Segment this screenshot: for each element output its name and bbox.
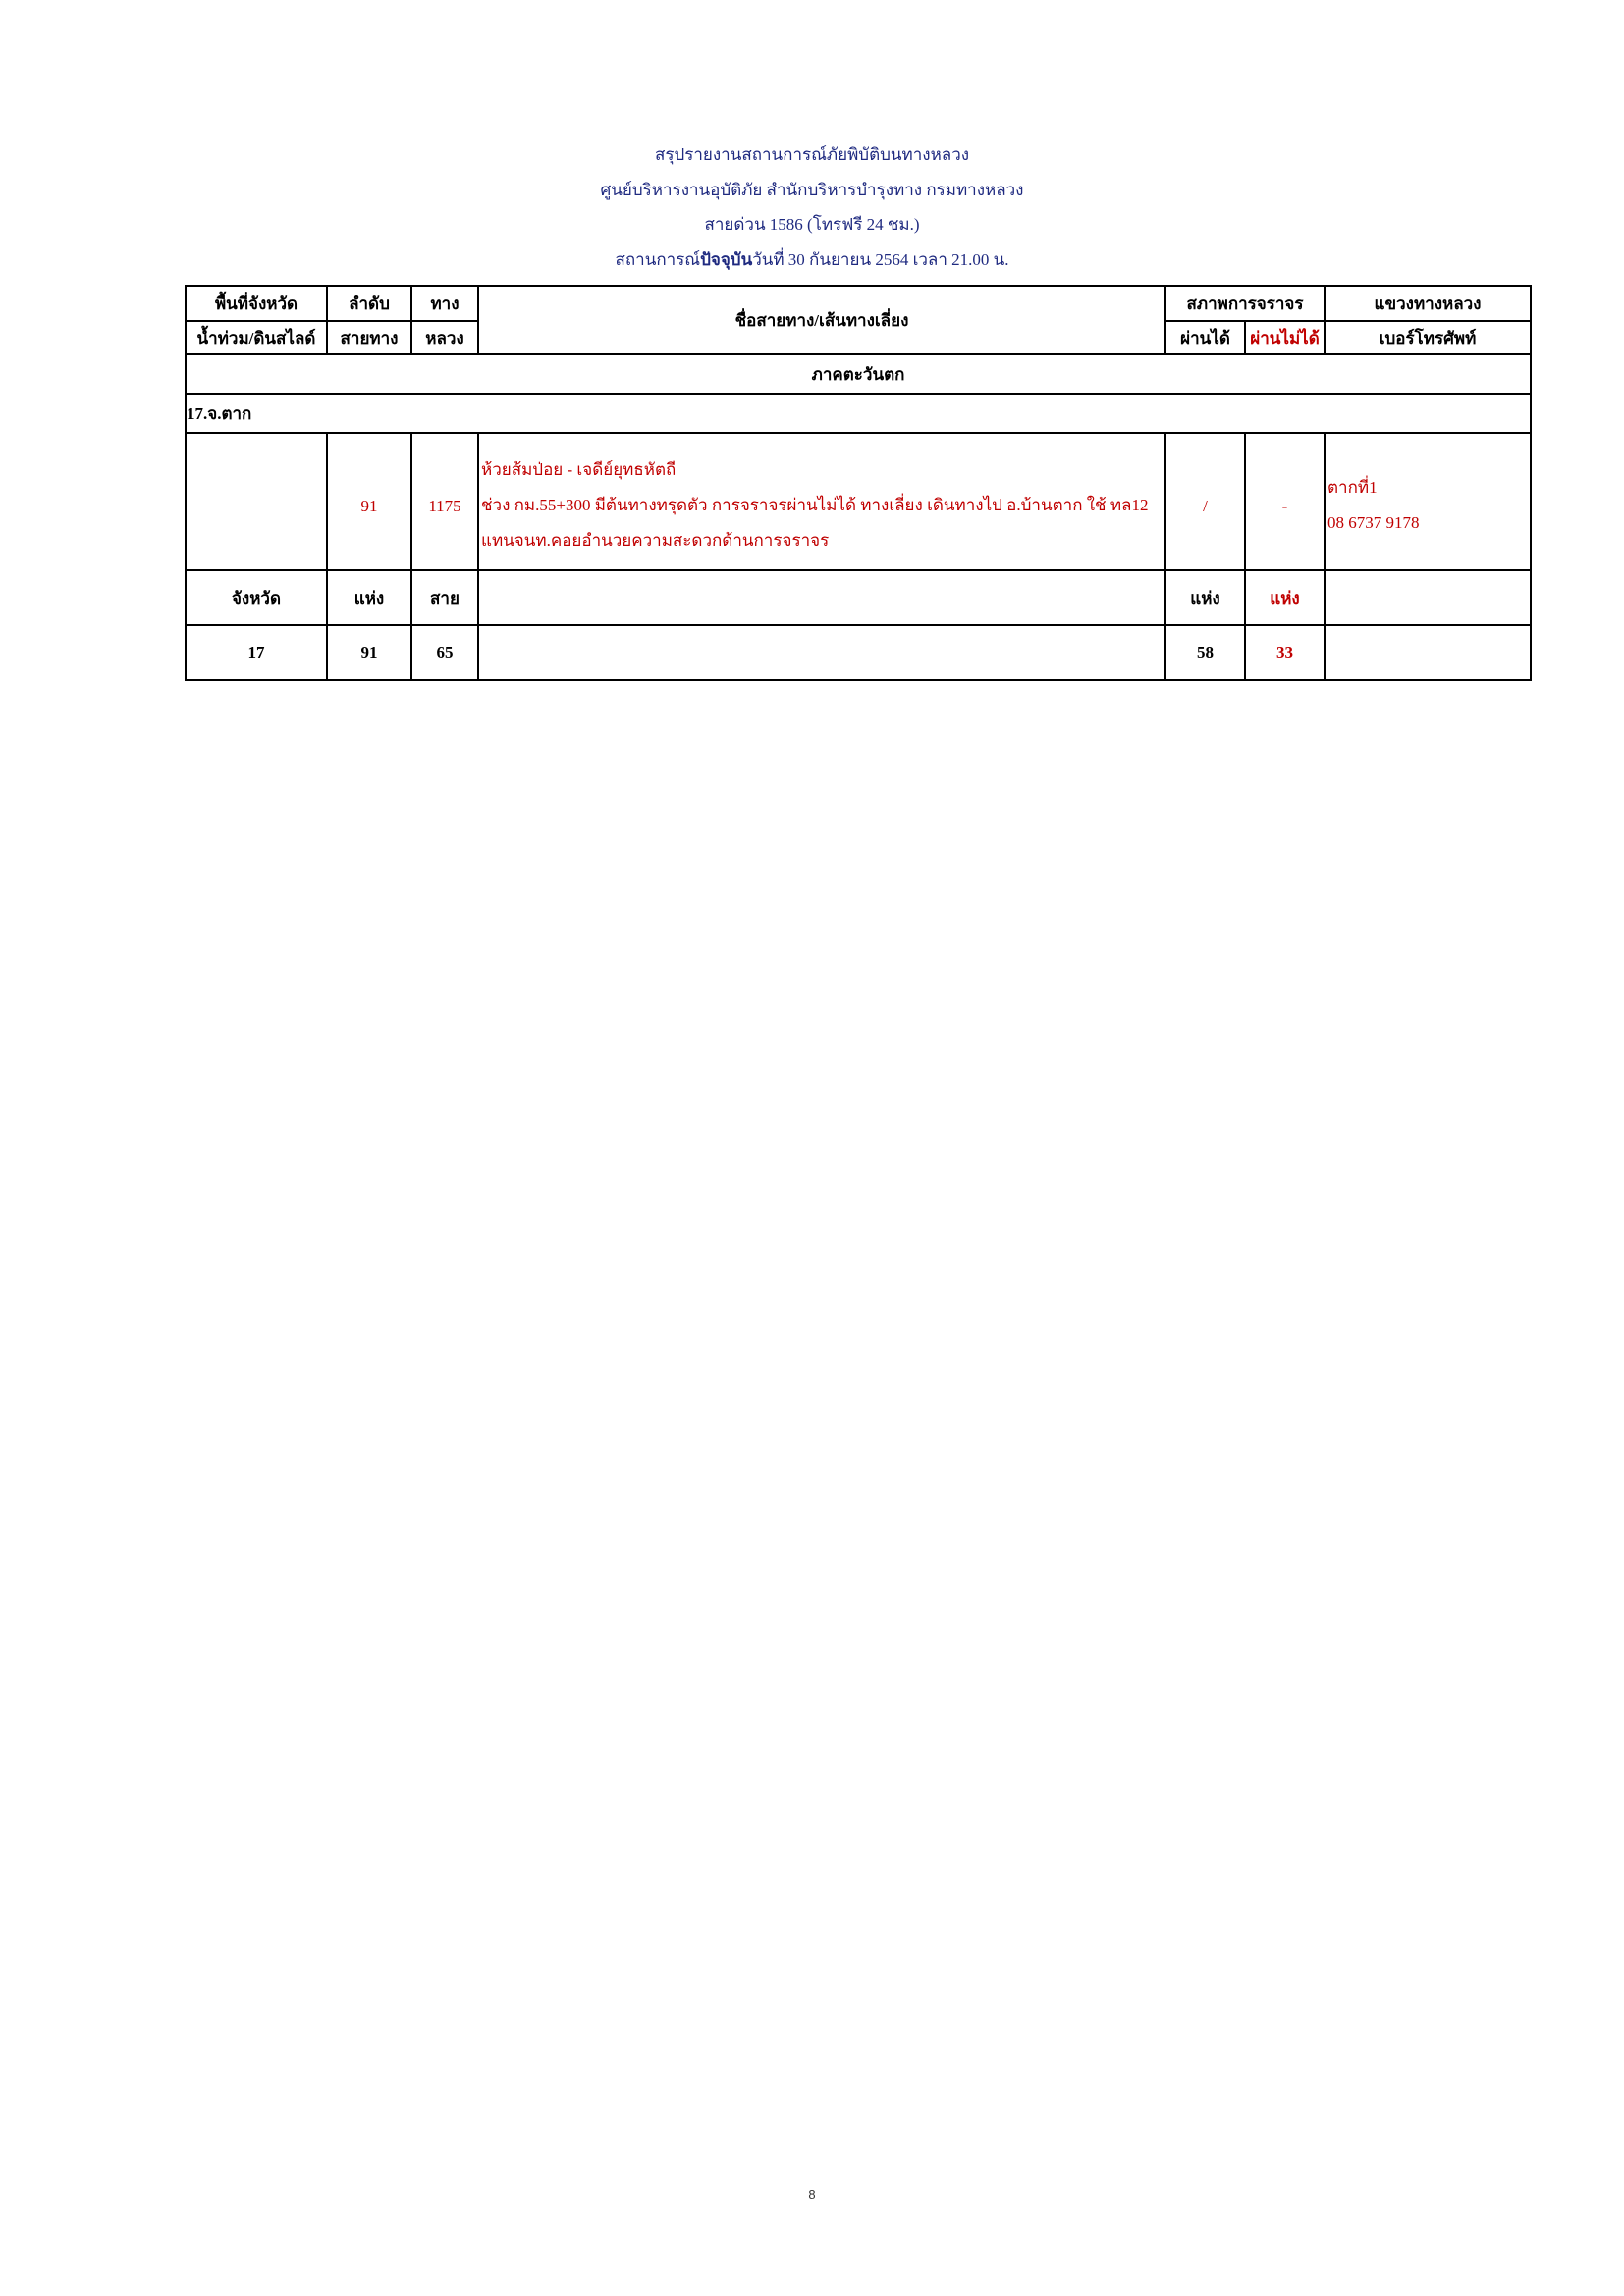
col-traffic-header: สภาพการจราจร xyxy=(1165,286,1325,321)
disaster-report-table xyxy=(185,285,1532,681)
office-name: ตากที่1 xyxy=(1327,478,1378,497)
col-order-header-1: ลำดับ xyxy=(327,286,411,321)
summary-passable-value: 58 xyxy=(1165,625,1245,680)
highway-cell: 1175 xyxy=(411,433,478,570)
route-name: ห้วยส้มป่อย - เจดีย์ยุทธหัตถี xyxy=(481,460,677,479)
col-route-name-header: ชื่อสายทาง/เส้นทางเลี่ยง xyxy=(478,286,1165,354)
passable-cell: / xyxy=(1165,433,1245,570)
summary-places-label: แห่ง xyxy=(327,570,411,625)
summary-routes-value: 65 xyxy=(411,625,478,680)
summary-routes-label: สาย xyxy=(411,570,478,625)
summary-impassable-label: แห่ง xyxy=(1245,570,1325,625)
col-area-header-1: พื้นที่จังหวัด xyxy=(186,286,327,321)
col-order-header-2: สายทาง xyxy=(327,321,411,354)
office-cell xyxy=(1325,433,1531,570)
summary-office-empty xyxy=(1325,570,1531,625)
report-department: ศูนย์บริหารงานอุบัติภัย สำนักบริหารบำรุงทาง กรมทางหลวง xyxy=(600,181,1024,199)
route-detail-1: ช่วง กม.55+300 มีต้นทางทรุดตัว การจราจรผ่านไม่ได้ ทางเลี่ยง เดินทางไป อ.บ้านตาก ใช้ ทล12 xyxy=(481,496,1149,514)
summary-passable-label: แห่ง xyxy=(1165,570,1245,625)
col-area-header-2: น้ำท่วม/ดินสไลด์ xyxy=(186,321,327,354)
col-office-header-1: แขวงทางหลวง xyxy=(1325,286,1531,321)
report-title: สรุปรายงานสถานการณ์ภัยพิบัติบนทางหลวง xyxy=(654,145,970,164)
report-hotline: สายด่วน 1586 (โทรฟรี 24 ชม.) xyxy=(704,215,920,234)
col-highway-header-2: หลวง xyxy=(411,321,478,354)
summary-empty xyxy=(478,570,1165,625)
summary-value-empty xyxy=(478,625,1165,680)
route-cell xyxy=(478,433,1165,570)
impassable-cell: - xyxy=(1245,433,1325,570)
order-cell: 91 xyxy=(327,433,411,570)
summary-places-value: 91 xyxy=(327,625,411,680)
table-row xyxy=(186,433,1531,570)
col-impassable-header: ผ่านไม่ได้ xyxy=(1245,321,1325,354)
region-label: ภาคตะวันตก xyxy=(186,354,1531,394)
report-datetime: สถานการณ์ปัจจุบันวันที่ 30 กันยายน 2564 เวลา 21.00 น. xyxy=(615,250,1009,269)
summary-province-label: จังหวัด xyxy=(186,570,327,625)
route-detail-2: แทนจนท.คอยอำนวยความสะดวกด้านการจราจร xyxy=(481,531,830,550)
summary-impassable-value: 33 xyxy=(1245,625,1325,680)
page-number: 8 xyxy=(808,2187,816,2202)
province-label: 17.จ.ตาก xyxy=(186,394,1531,433)
area-cell xyxy=(186,433,327,570)
office-phone: 08 6737 9178 xyxy=(1327,513,1420,532)
summary-value-office-empty xyxy=(1325,625,1531,680)
col-passable-header: ผ่านได้ xyxy=(1165,321,1245,354)
summary-province-value: 17 xyxy=(186,625,327,680)
col-office-header-2: เบอร์โทรศัพท์ xyxy=(1325,321,1531,354)
col-highway-header-1: ทาง xyxy=(411,286,478,321)
